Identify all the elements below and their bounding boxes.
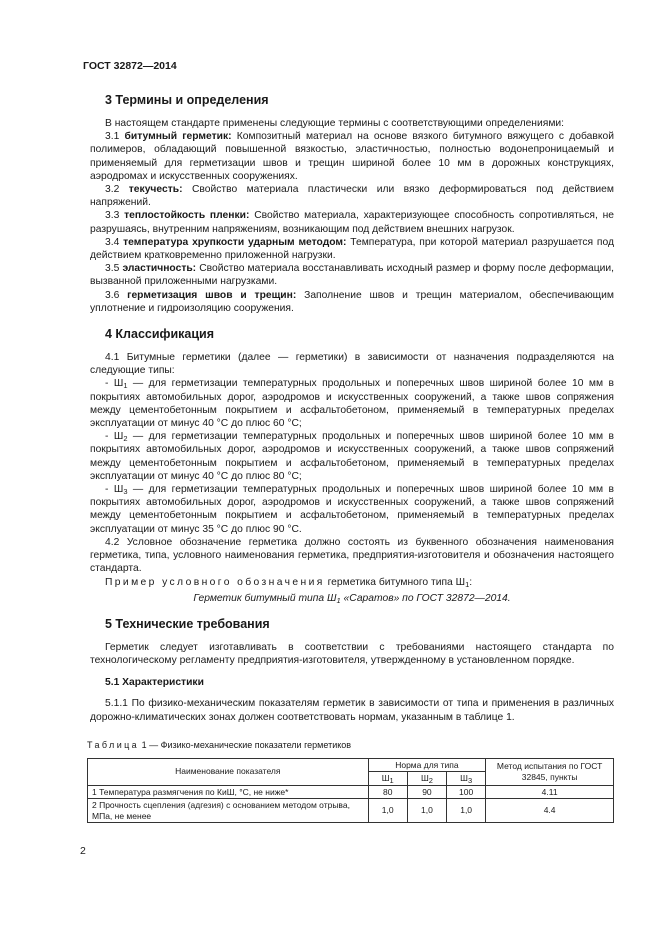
section-5-title: 5 Технические требования (105, 616, 270, 631)
term-name: эластичность: (122, 263, 197, 275)
term-number: 3.3 (105, 210, 120, 222)
row-v1: 80 (368, 785, 407, 799)
table-row (88, 799, 614, 823)
example-line-b: «Саратов» по ГОСТ 32872—2014. (340, 592, 511, 604)
term-text: Свойство материала восстанавливать исходный размер и форму после деформации, вызванной приложенными нагрузками. (90, 263, 614, 288)
section-3-title: 3 Термины и определения (105, 93, 269, 107)
example-label: Пример условного обозначения (105, 576, 325, 588)
type-sub: 2 (123, 434, 128, 444)
section-5-p2: 5.1.1 По физико-механическим показателям герметик в зависимости от типа и применения в различных дорожно-климатических зонах должен соответствовать нормам, указанным в таблице 1. (90, 698, 614, 723)
row-name: 1 Температура размягчения по КиШ, °С, не ниже* (88, 785, 369, 799)
table-caption (87, 740, 614, 751)
term-text: Заполнение швов и трещин материалом, обеспечивающим уплотнение и гидроизоляцию сооружения. (90, 289, 614, 314)
section-5-p1: Герметик следует изготавливать в соответствии с требованиями настоящего стандарта по технологическому регламенту предприятия-изготовителя, утвержденному в установленном порядке. (90, 641, 614, 667)
term-number: 3.1 (105, 131, 120, 143)
example-sub: 1 (465, 579, 470, 589)
type-prefix: - Ш (105, 484, 124, 496)
term-text: Композитный материал на основе вязкого битумного вяжущего с добавкой полимеров, обладающий повышенной вязкостью, эластичностью, полностью водонепроницаемый и применяемый для герметизации швов и трещин шириной более 10 мм в дорожных конструкциях, аэродромах и искусственных сооружениях. (90, 131, 614, 182)
term-number: 3.6 (105, 289, 120, 301)
type-3-header: $Ш_3$ (447, 772, 486, 786)
types-list (90, 377, 614, 535)
type-prefix: - Ш (105, 431, 124, 443)
example-line-sub: 1 (336, 595, 341, 605)
type-text: — для герметизации температурных продольных и поперечных швов шириной более 10 мм в покрытиях автомобильных дорог, аэродромов и искусственных сооружений, а также швов сопряжений между цементобетонным покрытием и асфальтобетоном, применяемый в температурных пределах эксплуатации от минус 35 °С до плюс 90 °С. (90, 484, 614, 535)
doc-header: ГОСТ 32872—2014 (83, 60, 177, 72)
row-name: 2 Прочность сцепления (адгезия) с основанием методом отрыва, МПа, не менее (88, 799, 369, 823)
term-definition (90, 130, 614, 183)
term-number: 3.2 (105, 184, 120, 196)
table-caption-label: Таблица (87, 739, 140, 750)
col-method-header: Метод испытания по ГОСТ 32845, пункты (486, 758, 614, 785)
term-name: битумный герметик: (124, 131, 232, 143)
col-name-header: Наименование показателя (88, 758, 369, 785)
type-prefix: - Ш (105, 378, 124, 390)
row-v3: 1,0 (447, 799, 486, 823)
section-4-p2: 4.2 Условное обозначение герметика должно состоять из буквенного обозначения наименования герметика, типа, условного наименования герметика, предприятия-изготовителя и обозначения настоящего стандарта. (90, 536, 614, 575)
type-sub: 3 (123, 487, 128, 497)
term-name: герметизация швов и трещин: (127, 289, 297, 301)
row-v3: 100 (447, 785, 486, 799)
term-number: 3.4 (105, 236, 120, 248)
term-text: Свойство материала, характеризующее способность сопротивляться, не разрушаясь, внутренним напряжениям, возникающим под действием внешних нагрузок. (90, 210, 614, 235)
term-name: теплостойкость пленки: (124, 210, 250, 222)
term-text: Свойство материала пластически или вязко деформироваться под действием напряжений. (90, 184, 614, 209)
page-content (87, 93, 614, 823)
col-norm-header: Норма для типа (368, 758, 486, 772)
row-method: 4.4 (486, 799, 614, 823)
term-name: текучесть: (128, 184, 183, 196)
example-text: герметика битумного типа Ш (324, 576, 466, 588)
properties-table (87, 758, 614, 824)
example-line (90, 592, 614, 605)
terms-list (90, 130, 614, 315)
term-name: температура хрупкости ударным методом: (123, 236, 347, 248)
section-4-p1: 4.1 Битумные герметики (далее — герметики) в зависимости от назначения подразделяются на следующие типы: (90, 352, 614, 377)
type-item (90, 377, 614, 430)
type-sub: 1 (123, 381, 128, 391)
type-1-header: $Ш_1$ (368, 772, 407, 786)
example-line-a: Герметик битумный типа Ш (193, 592, 337, 604)
section-3-intro: В настоящем стандарте применены следующие термины с соответствующими определениями: (105, 118, 565, 129)
example-intro (90, 576, 614, 589)
type-text: — для герметизации температурных продольных и поперечных швов шириной более 10 мм в покрытиях автомобильных дорог, аэродромов и искусственных сооружений, а также швов сопряжений между цементобетонным покрытием и асфальтобетоном, применяемый в температурных пределах эксплуатации от минус 40 °С до плюс 80 °С; (90, 431, 614, 482)
section-5-1-title: 5.1 Характеристики (105, 677, 204, 689)
term-definition (90, 236, 614, 262)
row-v2: 1,0 (407, 799, 446, 823)
table-row (88, 785, 614, 799)
section-4-title: 4 Классификация (105, 327, 215, 342)
term-definition (90, 209, 614, 235)
row-v2: 90 (407, 785, 446, 799)
page-number: 2 (80, 845, 86, 857)
term-definition (90, 262, 614, 288)
table-caption-rest: 1 — Физико-механические показатели герметиков (139, 739, 352, 750)
example-end: : (469, 576, 473, 588)
type-item (90, 483, 614, 536)
row-v1: 1,0 (368, 799, 407, 823)
type-text: — для герметизации температурных продольных и поперечных швов шириной более 10 мм в покрытиях автомобильных дорог, аэродромов и искусственных сооружений, а также швов сопряжения между цементобетонным покрытием и асфальтобетоном, применяемый в температурных пределах эксплуатации от минус 40 °С до плюс 60 °С; (90, 378, 614, 430)
type-item (90, 430, 614, 483)
term-definition (90, 289, 614, 315)
term-number: 3.5 (105, 263, 120, 275)
term-text: Температура, при которой материал разрушается под действием кратковременно приложенной нагрузки. (90, 236, 614, 262)
row-method: 4.11 (486, 785, 614, 799)
term-definition (90, 183, 614, 209)
type-2-header: $Ш_2$ (407, 772, 446, 786)
